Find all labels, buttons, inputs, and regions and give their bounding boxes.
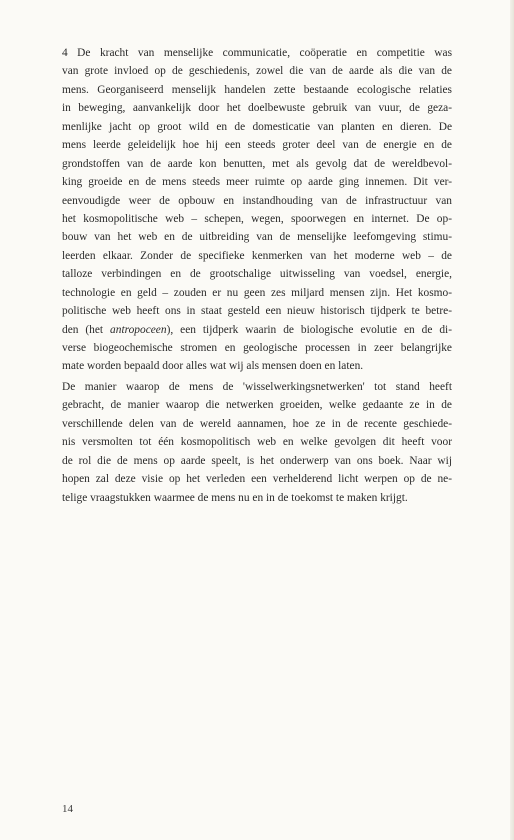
text-line: 4 De kracht van menselijke communicatie, coöperatie en competitie was <box>62 47 452 59</box>
text-line: eenvoudigde weer de opbouw en instandhouding van de infrastructuur van <box>62 194 452 207</box>
body-text <box>62 44 452 507</box>
text-line: menlijke jacht op groot wild en de domesticatie van planten en dieren. De <box>62 120 452 133</box>
italic-term: antropoceen <box>110 323 167 336</box>
text-line: De manier waarop de mens de 'wisselwerkingsnetwerken' tot stand heeft <box>62 380 452 393</box>
text-line: talloze verbindingen en de grootschalige uitwisseling van voedsel, energie, <box>62 268 452 281</box>
text-line: mens leerde geleidelijk hoe hij een steeds groter deel van de energie en de <box>62 139 452 152</box>
page-number: 14 <box>62 803 73 815</box>
text-line: gebracht, de manier waarop die netwerken groeiden, welke gedaante ze in de <box>62 399 452 412</box>
text-line: van grote invloed op de geschiedenis, zowel die van de aarde als die van de <box>62 65 452 78</box>
text-line: technologie en geld – zouden er nu geen zes miljard mensen zijn. Het kosmo- <box>62 286 452 299</box>
text-line: mens. Georganiseerd menselijk handelen zette bestaande ecologische relaties <box>62 83 452 96</box>
text-line: leerden elkaar. Zonder de specifieke kenmerken van het moderne web – de <box>62 249 452 262</box>
text-line: in beweging, aanvankelijk door het doelbewuste gebruik van vuur, de geza- <box>62 102 452 115</box>
text-line: telige vraagstukken waarmee de mens nu en in de toekomst te maken krijgt. <box>62 491 408 504</box>
text-line: king groeide en de mens steeds meer ruimte op aarde ging innemen. Dit ver- <box>62 176 452 189</box>
text-line: verschillende delen van de wereld aannamen, hoe ze in de recente geschiede- <box>62 417 452 430</box>
text-line: de rol die de mens op aarde speelt, is het onderwerp van ons boek. Naar wij <box>62 454 452 467</box>
text-line: politische web heeft ons in staat gesteld een nieuw historisch tijdperk te betre- <box>62 305 452 318</box>
text-line: hopen zal deze visie op het verleden een verhelderend licht werpen op de ne- <box>62 473 452 486</box>
text-line: verse biogeochemische stromen en geologische processen in zeer belangrijke <box>62 342 452 354</box>
text-line: den (het antropoceen), een tijdperk waarin de biologische evolutie en de di- <box>62 323 452 336</box>
text-line: nis versmolten tot één kosmopolitisch web en welke gevolgen dit heeft voor <box>62 436 452 449</box>
text-line: het kosmopolitische web – schepen, wegen, spoorwegen en internet. De op- <box>62 212 452 225</box>
text-line: mate worden bepaald door alles wat wij als mensen doen en laten. <box>62 360 364 373</box>
page-edge <box>510 0 514 840</box>
text-line: grondstoffen van de aarde kon benutten, met als gevolg dat de wereldbevol- <box>62 157 452 170</box>
text-line: bouw van het web en de uitbreiding van de menselijke leefomgeving stimu- <box>62 231 452 244</box>
paragraph-2 <box>62 378 452 507</box>
paragraph-1 <box>62 44 452 376</box>
